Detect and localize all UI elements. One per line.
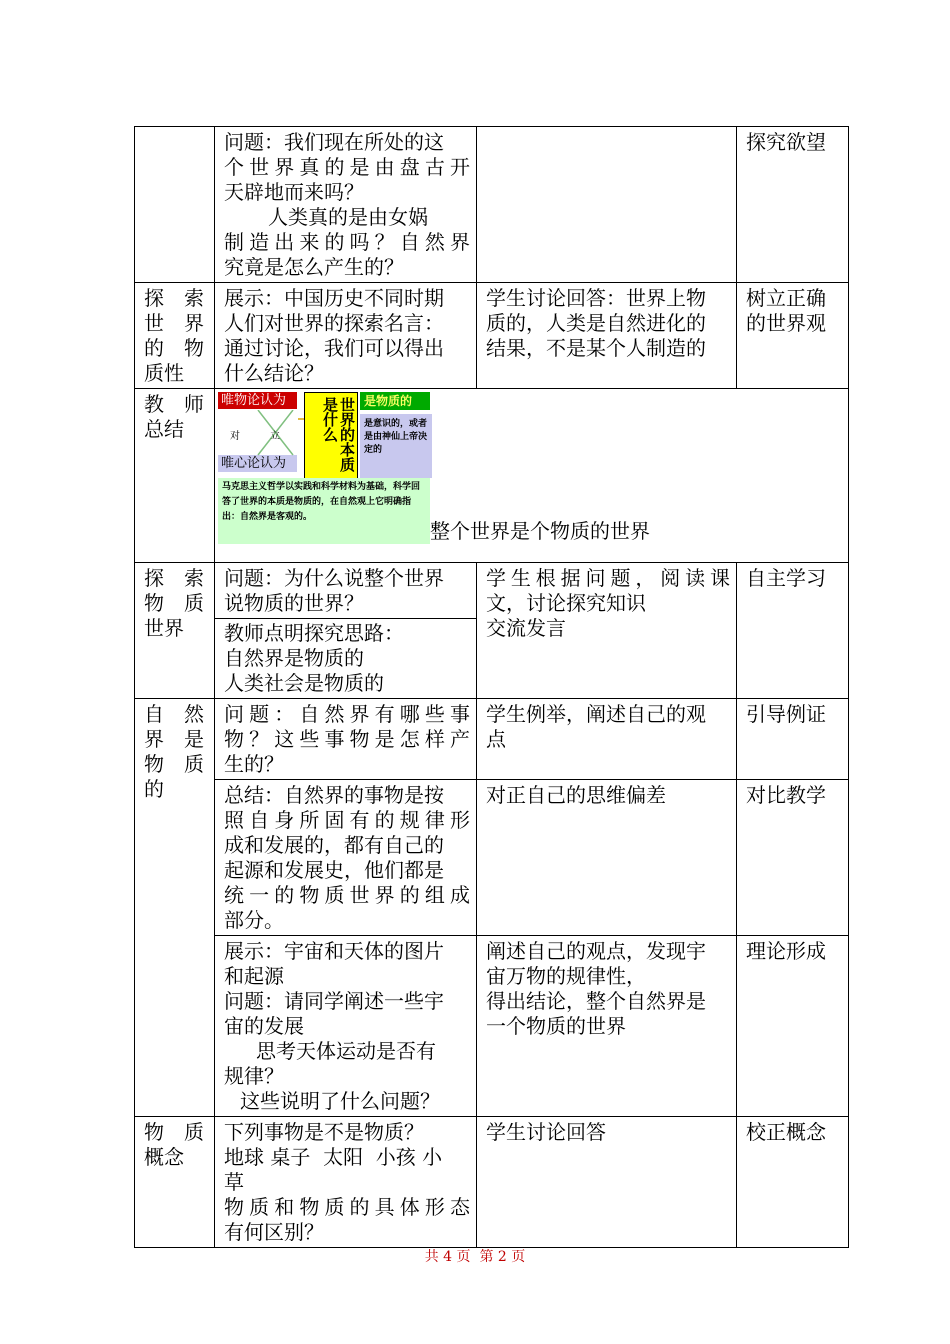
category-line: 自 然	[144, 702, 204, 726]
text-line: 自然界是物质的	[224, 646, 364, 670]
cell-teacher-activity	[215, 563, 477, 699]
text-line: 下列事物是不是物质？	[224, 1120, 424, 1144]
text-line: 有何区别？	[224, 1220, 324, 1244]
text-line: 展示：宇宙和天体的图片	[224, 939, 444, 963]
intent-text: 理论形成	[746, 939, 826, 963]
world-essence-box: 世界的本质是什么	[304, 392, 358, 482]
student-text: 对正自己的思维偏差	[486, 783, 666, 807]
category-line: 物 质	[144, 591, 204, 615]
cell-intent	[737, 127, 849, 283]
opposite-left-label: 对	[230, 431, 240, 442]
text-line: 一个物质的世界	[486, 1014, 626, 1038]
cell-category	[135, 283, 215, 389]
cell-category	[135, 699, 215, 1117]
intent-text: 自主学习	[746, 566, 826, 590]
page-footer: 共 4 页 第 2 页	[424, 1249, 526, 1265]
text-line: 人类真的是由女娲	[268, 205, 428, 229]
summary-text: 整个世界是个物质的世界	[430, 519, 650, 543]
text-line: 照自身所固有的规律形	[224, 808, 470, 832]
text-line: 教师点明探究思路：	[224, 621, 404, 645]
cell-teacher-activity	[215, 780, 477, 936]
cell-category	[135, 127, 215, 283]
category-line: 质性	[144, 361, 184, 385]
cell-student-activity	[477, 283, 737, 389]
text-line: 究竟是怎么产生的？	[224, 255, 404, 279]
cell-intent	[737, 563, 849, 699]
cell-category	[135, 563, 215, 699]
cell-summary	[215, 389, 849, 563]
text-line: 人们对世界的探索名言：	[224, 311, 444, 335]
text-line: 阐述自己的观点，发现宇	[486, 939, 706, 963]
category-line: 总结	[144, 417, 184, 441]
cell-teacher-activity	[215, 936, 477, 1117]
idealism-box: 唯心论认为	[218, 455, 297, 472]
text-line: 文，讨论探究知识	[486, 591, 646, 615]
category-line: 世界	[144, 616, 184, 640]
text-line: 统一的物质世界的组成	[224, 883, 470, 907]
text-line: 生的？	[224, 752, 284, 776]
text-line: 质的，人类是自然进化的	[486, 311, 706, 335]
text-line: 学生根据问题，阅读课	[486, 566, 730, 590]
cell-student-activity	[477, 699, 737, 780]
text-line: 问题：请同学阐述一些宇	[224, 989, 444, 1013]
intent-text: 引导例证	[746, 702, 826, 726]
intent-text: 探究欲望	[746, 130, 826, 154]
cell-category	[135, 389, 215, 563]
cell-teacher-activity	[215, 1117, 477, 1248]
category-line: 世 界	[144, 311, 204, 335]
category-line: 的 物	[144, 336, 204, 360]
marxism-box: 马克思主义哲学以实践和科学材料为基础，科学回答了世界的本质是物质的，在自然观上它明确指出：自然界是客观的。	[218, 478, 430, 544]
text-line: 规律？	[224, 1064, 284, 1088]
text-line: 这些说明了什么问题？	[240, 1089, 440, 1113]
text-line: 部分。	[224, 908, 284, 932]
text-line: 人类社会是物质的	[224, 671, 384, 695]
cell-student-activity	[477, 780, 737, 936]
cell-student-activity	[477, 1117, 737, 1248]
text-line: 起源和发展史，他们都是	[224, 858, 444, 882]
text-line: 结果，不是某个人制造的	[486, 336, 706, 360]
cell-student-activity	[477, 127, 737, 283]
category-line: 物 质	[144, 752, 204, 776]
text-line: 问题：为什么说整个世界	[224, 566, 444, 590]
cell-teacher-activity	[215, 127, 477, 283]
student-text: 学生讨论回答	[486, 1120, 606, 1144]
table-row	[135, 699, 849, 780]
text-line: 展示：中国历史不同时期	[224, 286, 444, 310]
table-row	[135, 936, 849, 1117]
text-line: 问题：我们现在所处的这	[224, 130, 444, 154]
category-line: 的	[144, 777, 164, 801]
table-row	[135, 780, 849, 936]
text-line: 草	[224, 1170, 244, 1194]
table-row	[135, 389, 849, 563]
text-line: 宙的发展	[224, 1014, 304, 1038]
inner-divider-block	[215, 618, 476, 696]
text-line: 学生例举，阐述自己的观	[486, 702, 706, 726]
cell-intent	[737, 699, 849, 780]
text-line: 天辟地而来吗？	[224, 180, 364, 204]
category-line: 探 索	[144, 566, 204, 590]
cell-teacher-activity	[215, 283, 477, 389]
text-line: 得出结论，整个自然界是	[486, 989, 706, 1013]
text-line: 个世界真的是由盘古开	[224, 155, 470, 179]
text-line: 制造出来的吗？自然界	[224, 230, 470, 254]
text-line: 宙万物的规律性，	[486, 964, 646, 988]
text-line: 交流发言	[486, 616, 566, 640]
cell-teacher-activity	[215, 699, 477, 780]
text-line: 思考天体运动是否有	[256, 1039, 436, 1063]
cell-category	[135, 1117, 215, 1248]
category-line: 界 是	[144, 727, 204, 751]
category-line: 物 质	[144, 1120, 204, 1144]
text-line: 总结：自然界的事物是按	[224, 783, 444, 807]
material-answer-box: 是物质的	[360, 392, 430, 410]
category-line: 概念	[144, 1145, 184, 1169]
worldview-diagram	[218, 392, 428, 542]
intent-text: 对比教学	[746, 783, 826, 807]
cell-student-activity	[477, 563, 737, 699]
text-line: 说物质的世界？	[224, 591, 364, 615]
table-row	[135, 283, 849, 389]
text-line: 什么结论？	[224, 361, 324, 385]
text-line: 物质和物质的具体形态	[224, 1195, 470, 1219]
text-line: 地球 桌子 太阳 小孩 小	[224, 1145, 443, 1169]
lesson-plan-table	[134, 126, 849, 1248]
text-line: 树立正确	[746, 286, 826, 310]
cell-student-activity	[477, 936, 737, 1117]
cell-intent	[737, 780, 849, 936]
intent-text: 校正概念	[746, 1120, 826, 1144]
materialism-box: 唯物论认为	[218, 392, 297, 409]
cell-intent	[737, 936, 849, 1117]
text-line: 成和发展的，都有自己的	[224, 833, 444, 857]
text-line: 通过讨论，我们可以得出	[224, 336, 444, 360]
opposite-right-label: 立	[270, 431, 280, 442]
text-line: 学生讨论回答：世界上物	[486, 286, 706, 310]
cell-intent	[737, 1117, 849, 1248]
table-row	[135, 1117, 849, 1248]
text-line: 物？这些事物是怎样产	[224, 727, 470, 751]
category-line: 探 索	[144, 286, 204, 310]
text-line: 点	[486, 727, 506, 751]
cell-intent	[737, 283, 849, 389]
text-line: 和起源	[224, 964, 284, 988]
ideal-answer-box: 是意识的，或者是由神仙上帝决定的	[360, 414, 432, 478]
table-row	[135, 563, 849, 699]
category-line: 教 师	[144, 392, 204, 416]
text-line: 问题：自然界有哪些事	[224, 702, 470, 726]
table-row	[135, 127, 849, 283]
text-line: 的世界观	[746, 311, 826, 335]
